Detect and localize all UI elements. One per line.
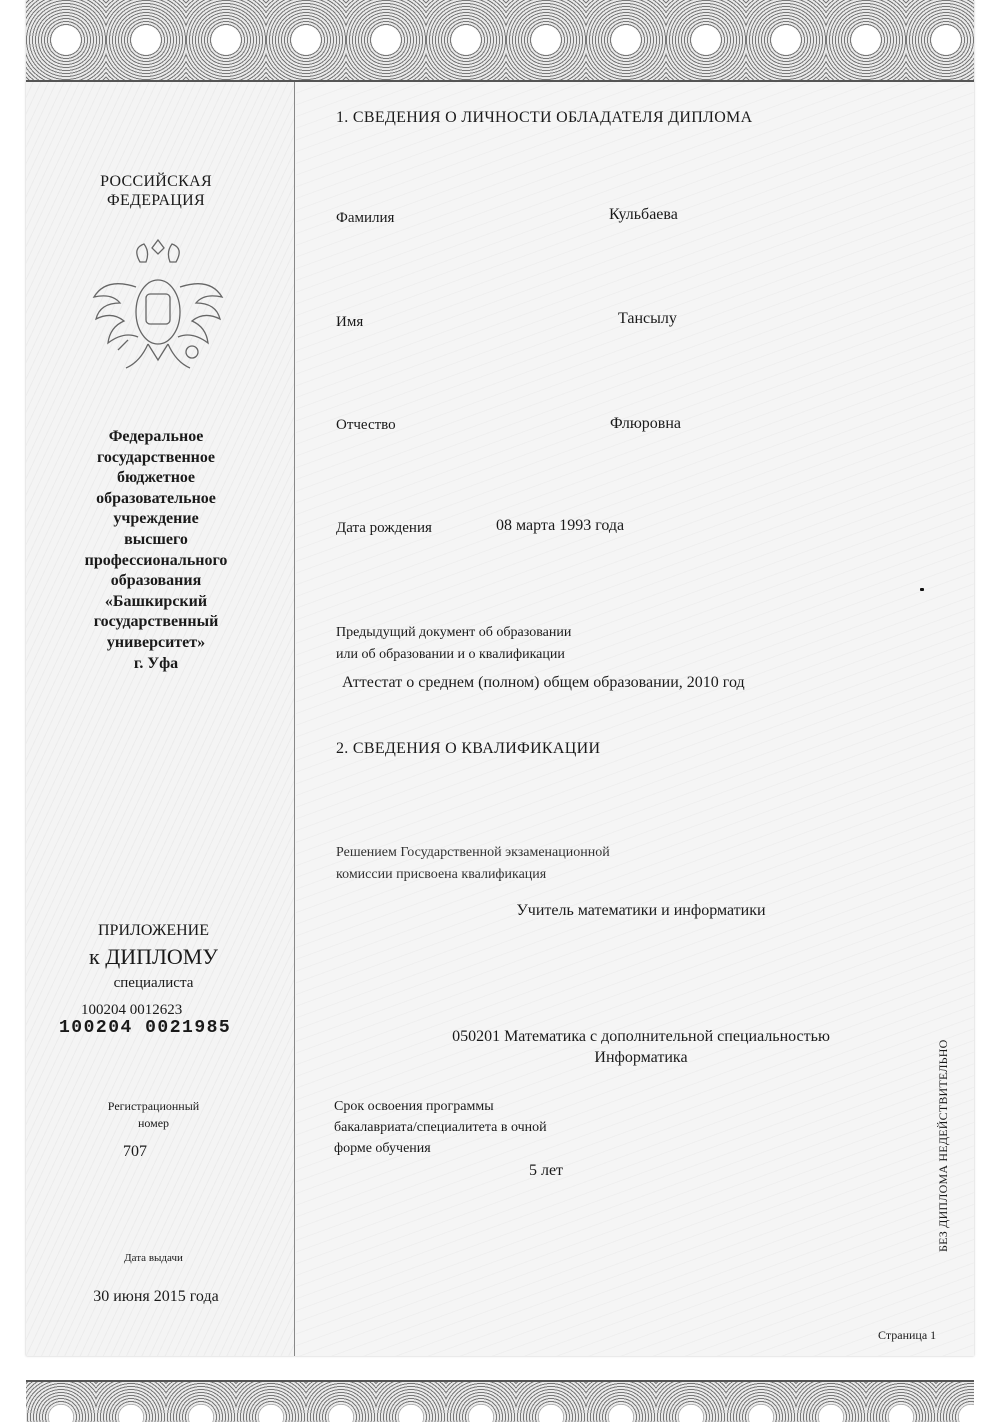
ink-speck: [920, 588, 924, 591]
section1-title: 1. СВЕДЕНИЯ О ЛИЧНОСТИ ОБЛАДАТЕЛЯ ДИПЛОМА: [336, 109, 753, 126]
surname-label: Фамилия: [336, 210, 395, 226]
issue-date: 30 июня 2015 года: [93, 1288, 219, 1305]
birth-date-value: 08 марта 1993 года: [496, 517, 625, 534]
next-page-ornament-border: [26, 1380, 974, 1422]
section2-title: 2. СВЕДЕНИЯ О КВАЛИФИКАЦИИ: [336, 740, 601, 757]
registration-number: 707: [123, 1143, 147, 1160]
birth-date-label: Дата рождения: [336, 520, 432, 536]
patronymic-value: Флюровна: [610, 415, 681, 432]
left-panel: [26, 82, 295, 1356]
specialty-value: 050201 Математика с дополнительной специальностью Информатика: [452, 1028, 830, 1066]
issue-date-label: Дата выдачи: [124, 1252, 183, 1264]
page-number: Страница 1: [878, 1328, 937, 1342]
invalid-without-diploma-notice: БЕЗ ДИПЛОМА НЕДЕЙСТВИТЕЛЬНО: [936, 1039, 950, 1252]
registration-label: Регистрационный номер: [107, 1099, 200, 1130]
diploma-number: 100204 0021985: [59, 1018, 232, 1038]
previous-document-value: Аттестат о среднем (полном) общем образовании, 2010 год: [342, 674, 745, 691]
annex-to-diploma: к ДИПЛОМУ: [89, 944, 218, 969]
diploma-number-old: 100204 0012623: [81, 1002, 183, 1018]
annex-title: ПРИЛОЖЕНИЕ: [97, 922, 209, 939]
name-label: Имя: [336, 314, 364, 330]
top-ornament-border: [26, 0, 974, 82]
right-panel: [296, 82, 974, 1356]
surname-value: Кульбаева: [609, 206, 678, 223]
patronymic-label: Отчество: [336, 417, 396, 433]
university-name: Федеральное государственное бюджетное образовательное учреждение высшего профессионального образования «Башкирский государственный университет» г. Уфа: [84, 428, 228, 672]
study-term-label: Срок освоения программы бакалавриата/специалитета в очной форме обучения: [334, 1099, 547, 1156]
annex-type: специалиста: [113, 975, 194, 991]
previous-document-label: Предыдущий документ об образовании или об образовании и о квалификации: [336, 625, 572, 662]
qualification-decision-label: Решением Государственной экзаменационной комиссии присвоена квалификация: [336, 845, 610, 882]
country-name: РОССИЙСКАЯ ФЕДЕРАЦИЯ: [100, 173, 212, 209]
diploma-supplement-page: [26, 0, 974, 1356]
name-value: Тансылу: [618, 310, 677, 327]
qualification-value: Учитель математики и информатики: [516, 902, 766, 919]
double-headed-eagle-emblem-icon: [88, 232, 228, 387]
study-term-value: 5 лет: [528, 1162, 564, 1179]
